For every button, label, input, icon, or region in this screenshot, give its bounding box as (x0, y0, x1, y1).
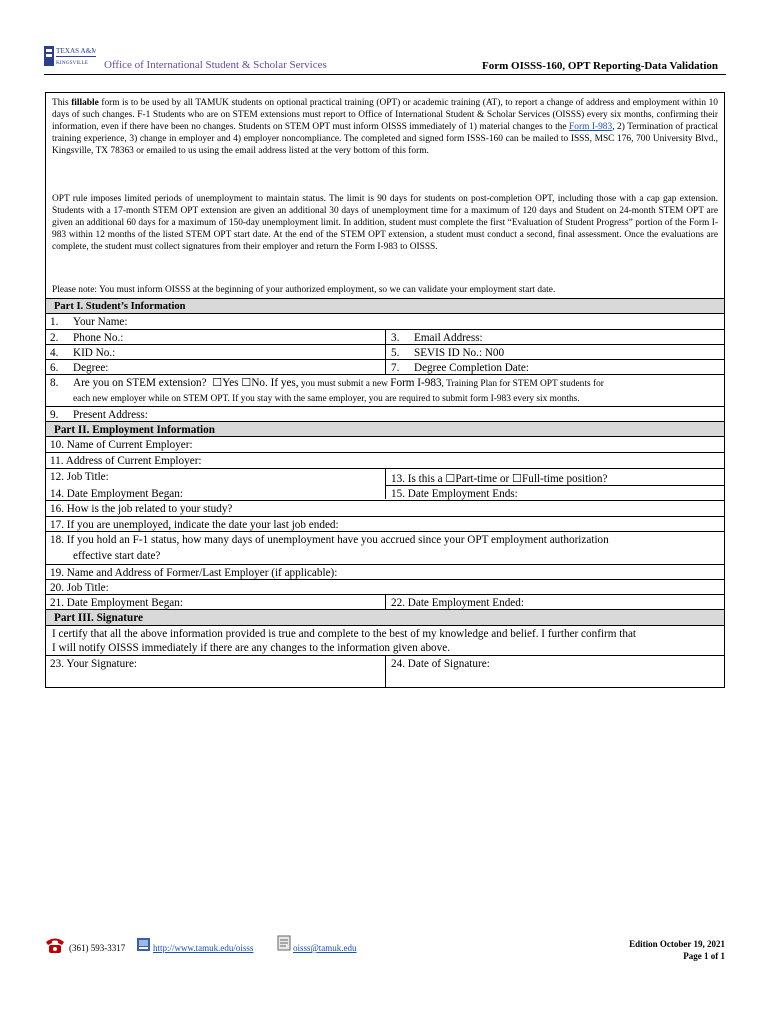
full-time-checkbox[interactable]: ☐ (511, 473, 522, 485)
intro-paragraph-2: OPT rule imposes limited periods of unemployment to maintain status. The limit is 90 days for students on post-completion OPT, including those with a cap gap extension. Students with a 17-month STEM OPT extension are given an additional 30 days of unemployment time for a maximum of 120 days and Student on 24-month STEM OPT are given an additional 60 days for a maximum of 150-day unemployment limit. In addition, student must complete the first “Evaluation of Student Progress” portion of the Form I-983 within 12 months of the listed STEM OPT start date. At the end of the STEM OPT extension, a student must conduct a second, final assessment. Once the evaluations are complete, the student must collect signatures from their employer and return the Form I-983 to OISSS. (52, 194, 718, 252)
field-employment-began[interactable]: 14. Date Employment Began: 15. Date Employment Ends: (50, 488, 518, 500)
telephone-icon (44, 936, 66, 954)
field-kid-sevis[interactable]: 4. KID No.: 5. SEVIS ID No.: N00 (46, 344, 724, 359)
university-logo (44, 44, 96, 70)
form-i983-link[interactable]: Form I-983 (569, 122, 613, 132)
field-former-employer[interactable]: 19. Name and Address of Former/Last Employer (if applicable): (46, 564, 724, 579)
web-icon (137, 936, 151, 952)
email-address-label: Email Address: (414, 332, 483, 344)
footer-website-link[interactable]: http://www.tamuk.edu/oisss (153, 943, 254, 953)
intro-paragraph-3: Please note: You must inform OISSS at the beginning of your authorized employment, so we can validate your employment start date. (52, 285, 556, 295)
field-job-title[interactable]: 12. Job Title: 13. Is this a ☐Part-time or ☐Full-time position? (46, 468, 724, 485)
field-former-dates[interactable]: 21. Date Employment Began: 22. Date Employment Ended: (46, 594, 724, 609)
part1-heading: Part I. Student’s Information (46, 298, 724, 313)
date-of-signature-label: 24. Date of Signature: (391, 658, 490, 670)
field-present-address[interactable]: 9. Present Address: (46, 406, 724, 421)
part2-heading: Part II. Employment Information (46, 421, 724, 436)
stem-no-checkbox[interactable]: ☐ (241, 377, 252, 389)
field-employer-address[interactable]: 11. Address of Current Employer: (46, 452, 724, 468)
field-signature[interactable]: 23. Your Signature: 24. Date of Signature: (46, 655, 724, 688)
logo-text-line1: TEXAS A&M (56, 47, 96, 55)
stem-note: each new employer while on STEM OPT. If you stay with the same employer, you are required to submit form I-983 every six months. (73, 394, 580, 404)
column-divider (385, 594, 386, 609)
edition-info (620, 938, 725, 962)
edition-date: Edition October 19, 2021 (629, 939, 725, 949)
part3-heading: Part III. Signature (46, 609, 724, 625)
column-divider (385, 329, 386, 374)
field-unemployed-date[interactable]: 17. If you are unemployed, indicate the date your last job ended: (46, 516, 724, 531)
stem-yes-checkbox[interactable]: ☐ (212, 377, 223, 389)
footer-email-link[interactable]: oisss@tamuk.edu (293, 943, 357, 953)
form-title: Form OISSS-160, OPT Reporting-Data Validation (482, 60, 719, 72)
intro-paragraph-1: This fillable form is to be used by all TAMUK students on optional practical training (OPT) or academic training (AT), to report a change of address and employment within 10 days of such changes. F-1 Students who are on STEM extensions must report to Office of International Student & Scholar Services (OISSS) every six months, confirming their information, even if there have been no changes. Students on STEM OPT must inform OISSS immediately of 1) material changes to the Form I-983, 2) Termination of practical training experience, 3) change in employer and 4) employer noncompliance. The completed and signed form ISSS-160 can be mailed to ISSS, MSC 176, 700 University Blvd., Kingsville, TX 78363 or emailed to us using the email address listed at the very bottom of this form. (52, 98, 718, 156)
email-icon (277, 934, 291, 952)
field-phone-email[interactable]: 2. Phone No.: 3. Email Address: (46, 329, 724, 344)
field-your-name[interactable]: 1. Your Name: (46, 313, 724, 329)
degree-completion-label: Degree Completion Date: (414, 362, 529, 374)
footer-phone: (361) 593-3317 (69, 943, 126, 953)
page-number: Page 1 of 1 (683, 951, 725, 961)
field-current-employer[interactable]: 10. Name of Current Employer: (46, 436, 724, 452)
org-name: Office of International Student & Scholar Services (104, 59, 327, 71)
field-former-job-title[interactable]: 20. Job Title: (46, 579, 724, 594)
field-unemployment-days[interactable]: 18. If you hold an F-1 status, how many days of unemployment have you accrued since your OPT employment authorization effective start date? (46, 531, 724, 564)
certification-statement: I certify that all the above information provided is true and complete to the best of my knowledge and belief. I further confirm that I will notify OISSS immediately if there are any changes to the information given above. (46, 625, 724, 655)
column-divider (385, 655, 386, 688)
field-stem-extension: 8. Are you on STEM extension? ☐Yes ☐No. If yes, you must submit a new Form I-983, Training Plan for STEM OPT students for each new employer while on STEM OPT. If you stay with the same employer, you are required to submit form I-983 every six months. (46, 374, 724, 406)
field-degree[interactable]: 6. Degree: 7. Degree Completion Date: (46, 359, 724, 374)
field-job-related[interactable]: 16. How is the job related to your study? (46, 500, 724, 516)
header-rule (44, 74, 726, 75)
part-time-checkbox[interactable]: ☐ (445, 473, 456, 485)
logo-text-line2: KINGSVILLE (56, 60, 89, 66)
sevis-label: SEVIS ID No.: N00 (414, 347, 505, 359)
